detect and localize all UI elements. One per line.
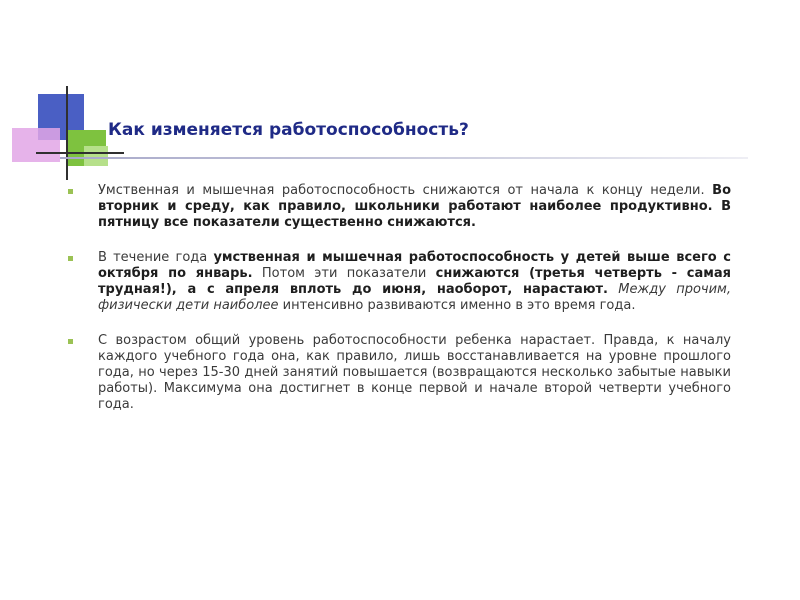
text-segment: С возрастом общий уровень работоспособности ребенка нарастает. Правда, к началу каждого учебного года она, как правило, лишь восстанавливается на уровне прошлого года, но через 15-30 дней занятий повышается (возвращаются несколько забытые навыки работы). Максимума она достигнет в конце первой и начале второй четверти учебного года.	[98, 333, 731, 412]
bullet-square-icon	[68, 339, 73, 344]
logo-vertical-line	[66, 86, 68, 180]
text-segment: Умственная и мышечная работоспособность снижаются от начала к концу недели.	[98, 183, 713, 198]
logo-square-pink	[12, 128, 60, 162]
bullet-text	[98, 333, 731, 413]
text-segment: В течение года	[98, 250, 214, 265]
bullet-square-icon	[68, 189, 73, 194]
bullet-item	[68, 250, 731, 314]
bullet-item	[68, 333, 731, 413]
text-segment-bold: Во вторник и среду, как правило, школьники работают наиболее продуктивно. В пятницу все показатели существенно снижаются.	[98, 183, 731, 230]
text-segment-bold: снижаются (третья четверть - самая трудная!), а с апреля вплоть до июня, наоборот, нарастают.	[98, 266, 731, 297]
text-segment: Потом эти показатели	[252, 266, 436, 281]
text-segment: интенсивно развиваются именно в это время года.	[282, 298, 636, 313]
slide-title: Как изменяется работоспособность?	[108, 120, 469, 140]
bullet-list	[68, 183, 731, 432]
bullet-text	[98, 250, 731, 314]
bullet-text	[98, 183, 731, 231]
logo-horizontal-line	[36, 152, 124, 154]
logo-square-lightgreen	[84, 146, 108, 166]
bullet-item	[68, 183, 731, 231]
bullet-square-icon	[68, 256, 73, 261]
text-segment-italic: Между прочим, физически дети наиболее	[98, 282, 731, 313]
text-segment-bold: умственная и мышечная работоспособность у детей выше всего с октября по январь.	[98, 250, 732, 281]
title-underline	[60, 157, 748, 159]
